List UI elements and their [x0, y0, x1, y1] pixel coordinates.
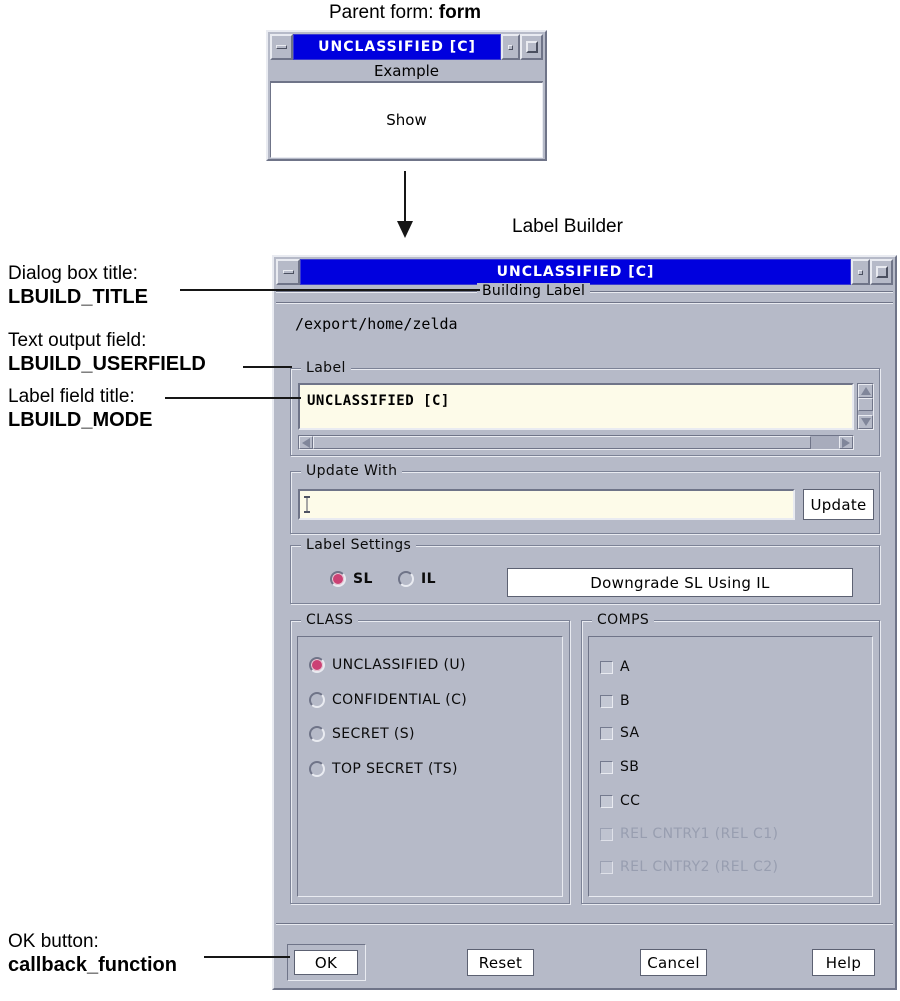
callout-line-ok-button [204, 956, 290, 958]
annotation-label-field-title [8, 385, 152, 432]
label-group-title: Label [301, 360, 351, 376]
radio-option-sl[interactable] [330, 570, 373, 588]
class-group [290, 612, 570, 904]
radio-label: SECRET (S) [332, 726, 415, 742]
arrow-down-icon [861, 418, 871, 426]
label-builder-dialog [272, 255, 897, 990]
menu-item-example[interactable]: Example [373, 61, 440, 80]
scroll-right-button[interactable] [839, 436, 853, 449]
checkbox-label: REL CNTRY2 (REL C2) [620, 859, 779, 875]
checkbox-icon[interactable] [600, 761, 613, 774]
parent-window-title-area[interactable] [293, 34, 501, 60]
checkbox-option-rel-cntry1 [600, 825, 778, 843]
parent-form-caption [240, 2, 570, 24]
callout-line-dialog-title [180, 289, 480, 291]
dialog-title-area[interactable] [300, 259, 851, 285]
checkbox-label: SB [620, 759, 640, 775]
checkbox-label: B [620, 693, 631, 709]
scroll-up-button[interactable] [858, 384, 873, 398]
down-arrow-icon [397, 221, 413, 238]
update-input[interactable] [300, 491, 793, 518]
update-with-group-title: Update With [301, 463, 402, 479]
window-menu-icon [283, 270, 294, 274]
label-builder-caption: Label Builder [512, 216, 623, 237]
radio-option-top-secret[interactable] [309, 760, 458, 778]
header-separator [276, 302, 893, 304]
annotation-label: Label field title: [8, 386, 135, 407]
parent-window-menubar [270, 60, 543, 82]
window-menu-button[interactable] [270, 34, 293, 60]
update-input-wrap [298, 489, 795, 520]
help-button[interactable]: Help [812, 949, 875, 976]
label-text-area[interactable] [298, 383, 854, 430]
checkbox-icon [600, 828, 613, 841]
ok-default-frame [287, 944, 366, 981]
annotation-value: callback_function [8, 954, 177, 976]
radio-option-confidential[interactable] [309, 691, 467, 709]
annotation-label: OK button: [8, 931, 99, 952]
reset-button[interactable]: Reset [467, 949, 534, 976]
update-with-group [290, 463, 880, 534]
parent-form-caption-name: form [438, 2, 482, 23]
scroll-down-button[interactable] [858, 415, 873, 429]
text-cursor-icon [304, 496, 310, 513]
annotation-label: Dialog box title: [8, 263, 138, 284]
radio-icon[interactable] [309, 657, 325, 673]
label-settings-group [290, 537, 880, 604]
annotation-dialog-title [8, 262, 148, 309]
building-label-text: Building Label [477, 283, 590, 299]
arrow-left-icon [302, 438, 310, 448]
radio-label: UNCLASSIFIED (U) [332, 657, 466, 673]
checkbox-option-b[interactable] [600, 692, 630, 710]
parent-form-caption-prefix: Parent form: [328, 2, 439, 23]
maximize-button[interactable] [520, 34, 543, 60]
maximize-button[interactable] [870, 259, 893, 285]
comps-panel [588, 636, 873, 897]
radio-label: IL [421, 571, 436, 587]
minimize-icon [508, 45, 513, 50]
footer-separator [276, 923, 893, 925]
annotation-value: LBUILD_MODE [8, 409, 153, 431]
checkbox-option-sb[interactable] [600, 758, 639, 776]
scrollbar-track[interactable] [811, 436, 839, 449]
checkbox-label: CC [620, 793, 641, 809]
label-settings-group-title: Label Settings [301, 537, 416, 553]
checkbox-icon[interactable] [600, 661, 613, 674]
vertical-scrollbar-thumb[interactable] [858, 398, 873, 411]
parent-window-body [270, 82, 543, 158]
minimize-icon [858, 270, 863, 275]
minimize-button[interactable] [501, 34, 520, 60]
parent-window-title: UNCLASSIFIED [C] [318, 39, 476, 55]
horizontal-scrollbar-thumb[interactable] [313, 436, 811, 449]
checkbox-option-a[interactable] [600, 658, 630, 676]
radio-icon[interactable] [309, 726, 325, 742]
comps-group-title: COMPS [592, 612, 654, 628]
radio-option-unclassified[interactable] [309, 656, 466, 674]
radio-label: CONFIDENTIAL (C) [332, 692, 468, 708]
annotation-label: Text output field: [8, 330, 147, 351]
checkbox-icon[interactable] [600, 727, 613, 740]
arrow-up-icon [861, 387, 871, 395]
class-panel [297, 636, 563, 897]
downgrade-button[interactable]: Downgrade SL Using IL [507, 568, 853, 597]
ok-button[interactable]: OK [294, 950, 358, 975]
radio-option-secret[interactable] [309, 725, 415, 743]
class-group-title: CLASS [301, 612, 358, 628]
annotation-value: LBUILD_TITLE [8, 286, 148, 308]
vertical-scrollbar[interactable] [857, 383, 874, 430]
cancel-button[interactable]: Cancel [640, 949, 707, 976]
label-group [290, 360, 880, 456]
scroll-left-button[interactable] [299, 436, 313, 449]
show-button[interactable]: Show [386, 111, 427, 129]
annotation-ok-button [8, 930, 177, 977]
down-arrow-shaft [404, 171, 406, 223]
checkbox-option-rel-cntry2 [600, 858, 778, 876]
checkbox-label: REL CNTRY1 (REL C1) [620, 826, 779, 842]
annotation-value: LBUILD_USERFIELD [8, 353, 206, 375]
dialog-titlebar[interactable] [276, 259, 893, 285]
path-text: /export/home/zelda [295, 315, 458, 333]
comps-group [581, 612, 880, 904]
checkbox-label: SA [620, 725, 640, 741]
arrow-right-icon [842, 438, 850, 448]
checkbox-icon [600, 861, 613, 874]
checkbox-option-cc[interactable] [600, 792, 640, 810]
dialog-body [275, 258, 894, 987]
checkbox-option-sa[interactable] [600, 724, 640, 742]
radio-label: TOP SECRET (TS) [332, 761, 458, 777]
window-menu-icon [276, 45, 287, 49]
radio-icon[interactable] [309, 692, 325, 708]
window-menu-button[interactable] [276, 259, 300, 285]
maximize-icon [876, 266, 888, 278]
checkbox-label: A [620, 659, 630, 675]
minimize-button[interactable] [851, 259, 870, 285]
label-text-value: UNCLASSIFIED [C] [307, 393, 450, 409]
maximize-icon [526, 41, 538, 53]
parent-window-titlebar[interactable] [270, 34, 543, 60]
dialog-title: UNCLASSIFIED [C] [496, 264, 655, 280]
callout-line-text-output [243, 366, 292, 368]
checkbox-icon[interactable] [600, 795, 613, 808]
radio-label: SL [353, 571, 373, 587]
checkbox-icon[interactable] [600, 695, 613, 708]
horizontal-scrollbar[interactable] [298, 435, 854, 450]
radio-option-il[interactable] [398, 570, 436, 588]
update-button[interactable]: Update [803, 489, 874, 520]
radio-icon[interactable] [398, 571, 414, 587]
parent-window [266, 30, 547, 161]
radio-icon[interactable] [309, 761, 325, 777]
radio-icon[interactable] [330, 571, 346, 587]
callout-line-label-field [165, 397, 301, 399]
annotation-text-output-field [8, 329, 206, 376]
